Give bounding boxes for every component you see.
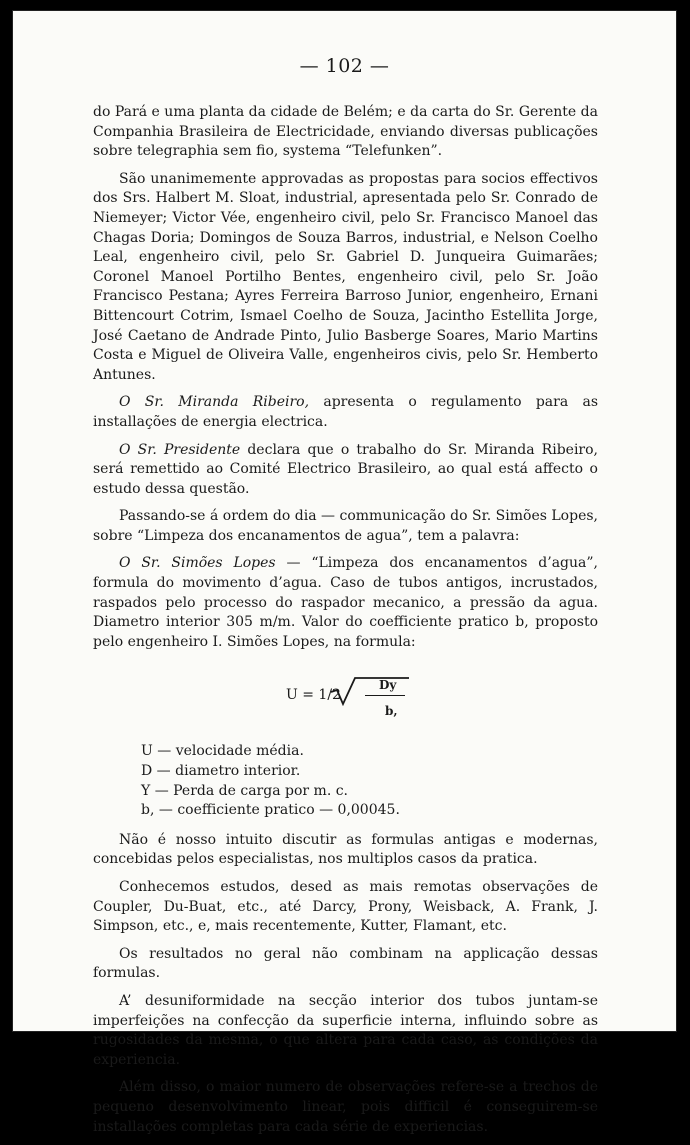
speaker-name: O Sr. Presidente: [119, 441, 241, 458]
paragraph-proposals: São unanimemente approvadas as propostas para socios effectivos dos Srs. Halbert M. Sloat, industrial, apresentada pelo Sr. Conrado de Niemeyer; Victor Vée, engenheiro civil, pelo Sr. Francisco Manoel das Chagas Doria; Domingos de Souza Barros, industrial, e Nelson Coelho Leal, engenheiro civil, pelo Sr. Gabriel D. Junqueira Guimarães; Coronel Manoel Portilho Bentes, engenheiro civil, pelo Sr. João Francisco Pestana; Ayres Ferreira Barroso Junior, engenheiro, Ernani Bittencourt Cotrim, Ismael Coelho de Souza, Jacintho Estellita Jorge, José Caetano de Andrade Pinto, Julio Basberge Soares, Mario Martins Costa e Miguel de Oliveira Valle, engenheiros civis, pelo Sr. Hemberto Antunes.: [93, 170, 598, 383]
speech-text: declara que o trabalho do Sr. Miranda Ribeiro, será remettido ao Comité Electrico Brasileiro, ao qual está affecto o estudo dessa questão.: [93, 441, 598, 497]
formula-denominator: b,: [385, 704, 398, 719]
speech-simoes: [93, 554, 598, 652]
definition-item: b, — coefficiente pratico — 0,00045.: [141, 802, 400, 819]
formula: [93, 674, 598, 728]
definition-item: Y — Perda de carga por m. c.: [141, 782, 349, 799]
speech-text: apresenta o regulamento para as installações de energia electrica.: [93, 394, 599, 430]
speech-presidente: [93, 441, 598, 500]
paragraph: A’ desuniformidade na secção interior dos tubos juntam-se imperfeições na confecção da superficie interna, influindo sobre as rugosidades da mesma, o que altera para cada caso, as condições da experiencia.: [93, 992, 598, 1068]
speech-miranda: [93, 393, 598, 432]
definition-item: U — velocidade média.: [141, 743, 304, 760]
definitions-list: [141, 742, 598, 820]
speaker-name: O Sr. Simões Lopes: [119, 555, 276, 572]
formula-lhs: U = 1/2: [286, 687, 341, 704]
paragraph-continuation: do Pará e uma planta da cidade de Belém; e da carta do Sr. Gerente da Companhia Brasileira de Electricidade, enviando diversas publicações sobre telegraphia sem fio, systema “Telefunken”.: [93, 104, 598, 160]
paragraph-order-of-day: Passando-se á ordem do dia — communicação do Sr. Simões Lopes, sobre “Limpeza dos encanamentos de agua”, tem a palavra:: [93, 508, 598, 544]
document-page: [12, 10, 677, 1135]
page-number: — 102 —: [299, 55, 390, 77]
speaker-name: O Sr. Miranda Ribeiro,: [119, 394, 310, 411]
definition-item: D — diametro interior.: [141, 763, 301, 780]
speech-text: — “Limpeza dos encanamentos d’agua”, formula do movimento d’agua. Caso de tubos antigos, incrustados, raspados pelo processo do raspador mecanico, a pressão da agua. Diametro interior 305 m/m. Valor do coefficiente pratico b, proposto pelo engenheiro I. Simões Lopes, na formula:: [93, 555, 598, 650]
paragraph: Os resultados no geral não combinam na applicação dessas formulas.: [93, 945, 598, 982]
fraction-bar: [365, 695, 405, 696]
body-text: [93, 103, 598, 1145]
paragraph: Não é nosso intuito discutir as formulas antigas e modernas, concebidas pelos especialistas, nos multiplos casos da pratica.: [93, 831, 598, 868]
formula-numerator: Dy: [379, 678, 397, 693]
paragraph: Além disso, o maior numero de observações refere-se a trechos de pequeno desenvolvimento linear, pois difficil é conseguirem-se installações completas para cada série de experiencias.: [93, 1079, 598, 1135]
paragraph: Conhecemos estudos, desed as mais remotas observações de Coupler, Du-Buat, etc., até Darcy, Prony, Weisback, A. Frank, J. Simpson, etc., e, mais recentemente, Kutter, Flamant, etc.: [93, 879, 598, 935]
